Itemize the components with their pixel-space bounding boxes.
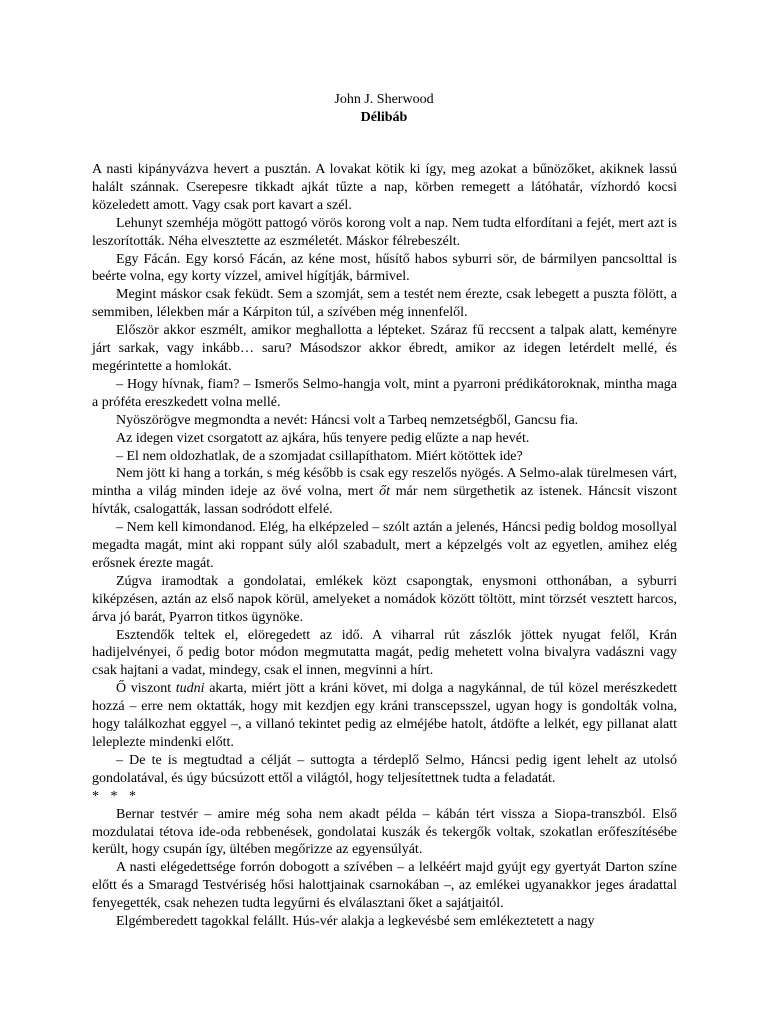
section-separator: * * * [92,788,140,804]
text-run: akarta, miért jött a kráni követ, mi dolga a nagykánnal, de túl közel merészkedett hozzá – erre nem oktatták, hogy mit kezdjen egy kráni transcepsszel, ugyan hogy is gondolták volna, hogy találkozhat eggyel –, a villanó tekintet pedig az elméjébe hatolt, átdöfte a lelkét, egy pillanat alatt leleplezte mindenki előtt. [92,681,677,750]
paragraph [92,465,677,519]
text-run: már nem sürgethetik az istenek. Háncsit viszont hívták, csalogatták, lassan sodródott elfelé. [92,484,677,518]
document-body [92,161,677,931]
paragraph [92,680,677,752]
paragraph: Bernar testvér – amire még soha nem akadt példa – kábán tért vissza a Siopa-transzból. Első mozdulatai tétova ide-oda rebbenések, gondolatai kuszák és tekergők voltak, szokatlan erőfeszítésébe került, hogy csupán így, ültében megőrizze az egyensúlyát. [92,806,677,858]
paragraph: – Nem kell kimondanod. Elég, ha elképzeled – szólt aztán a jelenés, Háncsi pedig boldog mosollyal megadta magát, mint aki roppant súly alól szabadult, mert a képzelgés volt az egyetlen, amihez elég erősnek érezte magát. [92,520,677,571]
paragraph: Nyöszörögve megmondta a nevét: Háncsi volt a Tarbeq nemzetségből, Gancsu fia. [116,412,579,428]
text-run: Ő viszont [116,681,176,697]
paragraph: Elgémberedett tagokkal felállt. Hús-vér alakja a legkevésbé sem emlékeztetett a nagy [116,914,595,930]
paragraph: Megint máskor csak feküdt. Sem a szomját, sem a testét nem érezte, csak lebegett a puszta fölött, a semmiben, lélekben már a Kárpiton túl, a szívében még innenfelől. [92,287,677,321]
paragraph: – De te is megtudtad a célját – suttogta a térdeplő Selmo, Háncsi pedig igent lehelt az utolsó gondolatával, és úgy búcsúzott ettől a világtól, hogy teljesítettnek tudta a feladatát. [92,752,677,786]
paragraph: Zúgva iramodtak a gondolatai, emlékek közt csapongtak, enysmoni otthonában, a syburri kiképzésen, aztán az első napok körül, amelyeket a nomádok között töltött, mint törzsét vesztett harcos, árva jó barát, Pyarron titkos ügynöke. [92,573,677,625]
paragraph: Lehunyt szemhéja mögött pattogó vörös korong volt a nap. Nem tudta elfordítani a fejét, mert azt is leszorították. Néha elvesztette az eszméletét. Máskor félrebeszélt. [92,215,677,249]
paragraph: A nasti elégedettsége forrón dobogott a szívében – a lelkéért majd gyújt egy gyertyát Darton színe előtt és a Smaragd Testvériség hősi halottjainak csarnokában –, az emlékei ugyanakkor jeges áradattal fenyegették, csak nehezen tudta legyűrni és elválasztani őket a sajátjaitól. [92,860,677,912]
text-run: Nem jött ki hang a torkán, s még később is csak egy reszelős nyögés. A Selmo-alak türelmesen várt, mintha a világ minden ideje az övé volna, mert [92,466,677,500]
paragraph: A nasti kipányvázva hevert a pusztán. A lovakat kötik ki így, meg azokat a bűnözőket, akiknek lassú halált szánnak. Cserepesre tikkadt ajkát tűzte a nap, körben remegett a látóhatár, vízhordó kocsi közeledett amott. Vagy csak port kavart a szél. [92,162,677,213]
document-title: Délibáb [360,110,408,125]
paragraph: Az idegen vizet csorgatott az ajkára, hűs tenyere pedig elűzte a nap hevét. [116,430,530,446]
paragraph: Először akkor eszmélt, amikor meghallotta a lépteket. Száraz fű reccsent a talpak alatt, keményre járt sarkak, vagy inkább… saru? Másodszor akkor ébredt, amikor az idegen letérdelt mellé, és megérintette a homlokát. [92,323,677,374]
author-name: John J. Sherwood [334,92,434,107]
paragraph: – Hogy hívnak, fiam? – Ismerős Selmo-hangja volt, mint a pyarroni prédikátoroknak, mintha maga a próféta ereszkedett volna mellé. [92,376,677,410]
paragraph: Egy Fácán. Egy korsó Fácán, az kéne most, hűsítő habos syburri sör, de bármilyen pancsolttal is beérte volna, egy korty vízzel, amivel hígítják, bármivel. [92,251,677,285]
emphasized-word: őt [379,484,390,500]
emphasized-word: tudni [175,681,205,697]
paragraph: Esztendők teltek el, elöregedett az idő. A viharral rút zászlók jöttek nyugat felől, Krán hadijelvényei, ő pedig botor módon megmutatta magát, pedig mehetett volna bivalyra vadászni vagy csak hajtani a vadat, mindegy, csak el innen, megvinni a hírt. [92,627,677,679]
paragraph: – El nem oldozhatlak, de a szomjadat csillapíthatom. Miért kötöttek ide? [116,448,523,464]
